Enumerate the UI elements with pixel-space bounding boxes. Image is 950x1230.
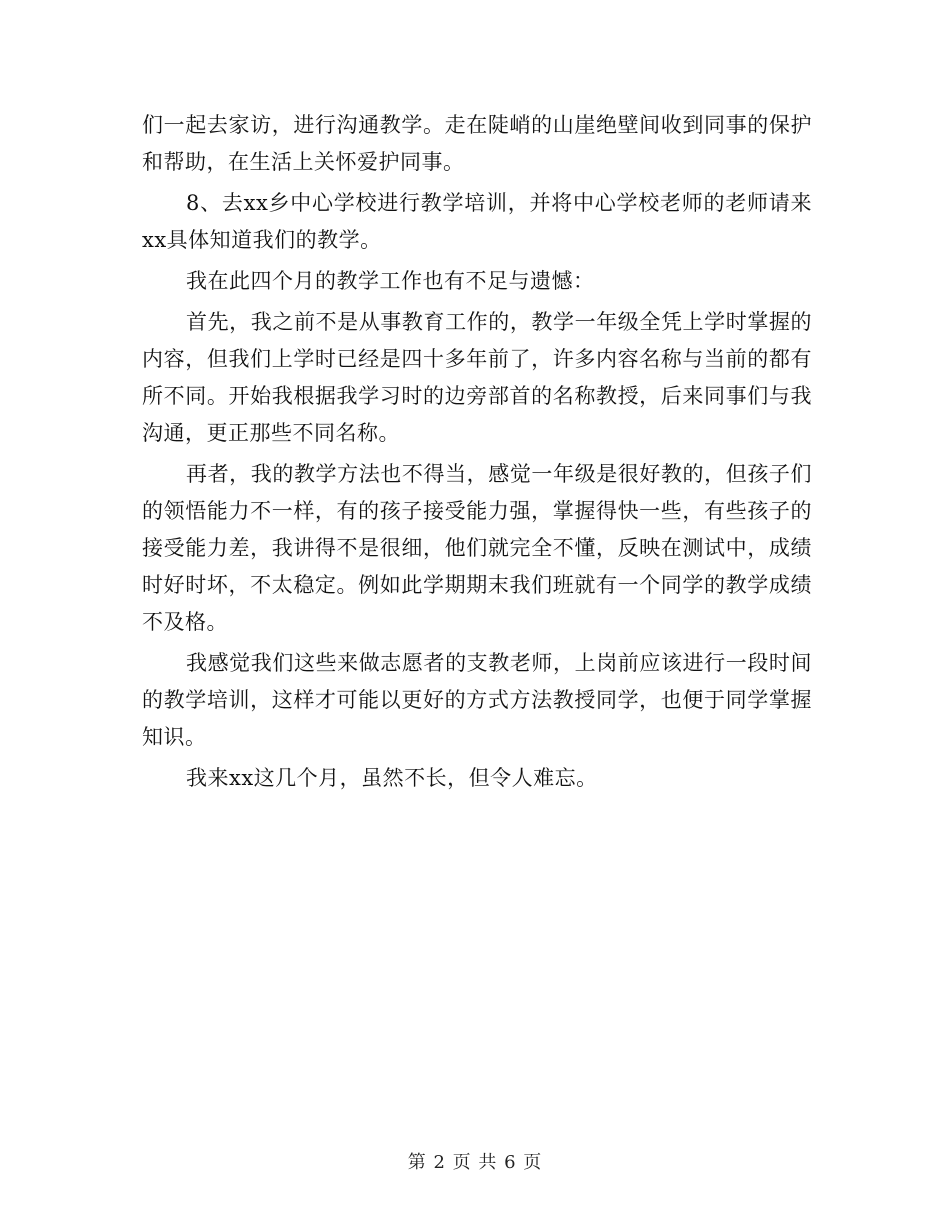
paragraph-item-8: 8、去xx乡中心学校进行教学培训，并将中心学校老师的老师请来xx具体知道我们的教学。 <box>142 191 812 252</box>
paragraph-closing: 我来xx这几个月，虽然不长，但令人难忘。 <box>186 766 598 790</box>
paragraph-second-point: 再者，我的教学方法也不得当，感觉一年级是很好教的，但孩子们的领悟能力不一样，有的孩子接受能力强，掌握得快一些，有些孩子的接受能力差，我讲得不是很细，他们就完全不懂，反映在测试中，成绩时好时坏，不太稳定。例如此学期期末我们班就有一个同学的教学成绩不及格。 <box>142 462 812 634</box>
paragraph-first-point: 首先，我之前不是从事教育工作的，教学一年级全凭上学时掌握的内容，但我们上学时已经是四十多年前了，许多内容名称与当前的都有所不同。开始我根据我学习时的边旁部首的名称教授，后来同事们与我沟通，更正那些不同名称。 <box>142 310 812 445</box>
paragraph-suggestion: 我感觉我们这些来做志愿者的支教老师，上岗前应该进行一段时间的教学培训，这样才可能以更好的方式方法教授同学，也便于同学掌握知识。 <box>142 651 812 749</box>
paragraph-continuation: 们一起去家访，进行沟通教学。走在陡峭的山崖绝壁间收到同事的保护和帮助，在生活上关怀爱护同事。 <box>142 113 812 174</box>
document-body <box>142 107 812 801</box>
page-number-footer: 第 2 页 共 6 页 <box>407 1152 543 1173</box>
paragraph-shortcomings-intro: 我在此四个月的教学工作也有不足与遗憾： <box>186 269 595 293</box>
